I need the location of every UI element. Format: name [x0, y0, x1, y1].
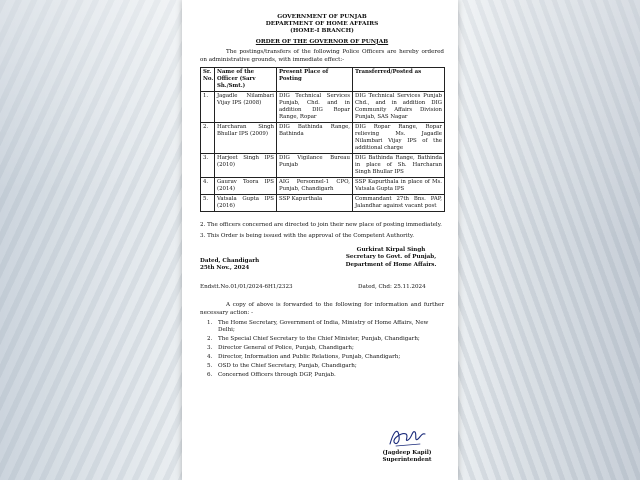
cell-sr: 2. — [201, 123, 215, 154]
dated-place — [200, 258, 259, 273]
cell-officer: Jagadle Nilambari Vijay IPS (2008) — [215, 92, 277, 123]
header-present-posting: Present Place of Posting — [277, 68, 353, 92]
letterhead — [200, 14, 444, 36]
table-row — [201, 123, 445, 154]
handwritten-signature-icon — [386, 424, 428, 450]
cell-present: DIG Bathinda Range, Bathinda — [277, 123, 353, 154]
signatory-name: Gurkirat Kirpal Singh — [356, 247, 426, 254]
department-title: DEPARTMENT OF HOME AFFAIRS — [265, 21, 379, 28]
endorsement-date: Dated, Chd: 25.11.2024 — [358, 284, 426, 291]
dated-date: 25th Nov., 2024 — [200, 265, 250, 272]
header-transferred: Transferred/Posted as — [353, 68, 445, 92]
cell-sr: 4. — [201, 178, 215, 195]
signatory-department: Department of Home Affairs. — [345, 261, 437, 268]
superintendent-name: (Jagdeep Kapil) — [382, 450, 432, 456]
list-item: 5. OSD to the Chief Secretary, Punjab, Chandigarh; — [207, 362, 357, 369]
forwarding-paragraph: A copy of above is forwarded to the following for information and further necessary action: - — [200, 302, 444, 316]
recipient-list — [200, 320, 444, 379]
background-left — [0, 0, 182, 480]
cell-transferred: DIG Technical Services Punjab Chd., and in addition DIG Community Affairs Division Punjab, SAS Nagar — [353, 92, 445, 123]
cell-officer: Gaurav Toora IPS (2014) — [215, 178, 277, 195]
cell-officer: Harcharan Singh Bhullar IPS (2009) — [215, 123, 277, 154]
gov-title: GOVERNMENT OF PUNJAB — [277, 14, 367, 20]
cell-officer: Vatsala Gupta IPS (2016) — [215, 195, 277, 212]
cell-transferred: SSP Kapurthala in place of Ms. Vatsala Gupta IPS — [353, 178, 445, 195]
header-sr: Sr. No. — [201, 68, 215, 92]
table-row — [201, 92, 445, 123]
list-item: 4. Director, Information and Public Relations, Punjab, Chandigarh; — [207, 353, 401, 360]
cell-transferred: DIG Ropar Range, Ropar relieving Ms. Jagadle Nilambari Vijay IPS of the additional charge — [353, 123, 445, 154]
signatory — [338, 247, 444, 269]
background-right — [458, 0, 640, 480]
endorsement-number: Endstt.No.01/01/2024-6H1/2323 — [200, 284, 293, 291]
dated-city: Dated, Chandigarh — [200, 258, 260, 265]
table-row — [201, 178, 445, 195]
endorsement-line — [200, 284, 444, 294]
header-officer: Name of the Officer (Sarv Sh./Smt.) — [215, 68, 277, 92]
cell-transferred: DIG Bathinda Range, Bathinda in place of Sh. Harcharan Singh Bhullar IPS — [353, 154, 445, 178]
superintendent-signature — [372, 424, 442, 480]
table-row — [201, 195, 445, 212]
list-item: 2. The Special Chief Secretary to the Chief Minister, Punjab, Chandigarh; — [207, 336, 420, 343]
intro-paragraph: The postings/transfers of the following Police Officers are hereby ordered on administrative grounds, with immediate effect:- — [200, 49, 444, 63]
cell-sr: 5. — [201, 195, 215, 212]
list-item: 1. The Home Secretary, Government of India, Ministry of Home Affairs, New Delhi; — [207, 319, 429, 334]
cell-transferred: Commandant 27th Bns. PAP, Jalandhar against vacant post — [353, 195, 445, 212]
document-page — [182, 0, 458, 480]
branch-title: (HOME-I BRANCH) — [290, 28, 354, 35]
signatory-title: Secretary to Govt. of Punjab, — [345, 254, 437, 261]
document-content — [200, 14, 444, 379]
cell-sr: 3. — [201, 154, 215, 178]
list-item: 6. Concerned Officers through DGP, Punjab. — [207, 371, 336, 378]
superintendent-title: Superintendent — [382, 457, 432, 464]
superintendent-block — [372, 450, 442, 465]
postings-table — [200, 67, 445, 212]
list-item: 3. Director General of Police, Punjab, Chandigarh; — [207, 345, 354, 351]
cell-present: DIG Technical Services Punjab, Chd. and in addition DIG Ropar Range, Ropar — [277, 92, 353, 123]
table-header-row — [201, 68, 445, 92]
order-title: ORDER OF THE GOVERNOR OF PUNJAB — [255, 38, 389, 45]
cell-sr: 1. — [201, 92, 215, 123]
cell-present: AIG Personnel-1 CPO, Punjab, Chandigarh — [277, 178, 353, 195]
approval-note: 3. This Order is being issued with the approval of the Competent Authority. — [200, 232, 415, 239]
table-row — [201, 154, 445, 178]
signature-block — [200, 247, 444, 283]
joining-note: 2. The officers concerned are directed to join their new place of posting immediately. — [200, 222, 442, 229]
cell-present: DIG Vigilance Bureau Punjab — [277, 154, 353, 178]
cell-officer: Harjeet Singh IPS (2010) — [215, 154, 277, 178]
cell-present: SSP Kapurthala — [277, 195, 353, 212]
